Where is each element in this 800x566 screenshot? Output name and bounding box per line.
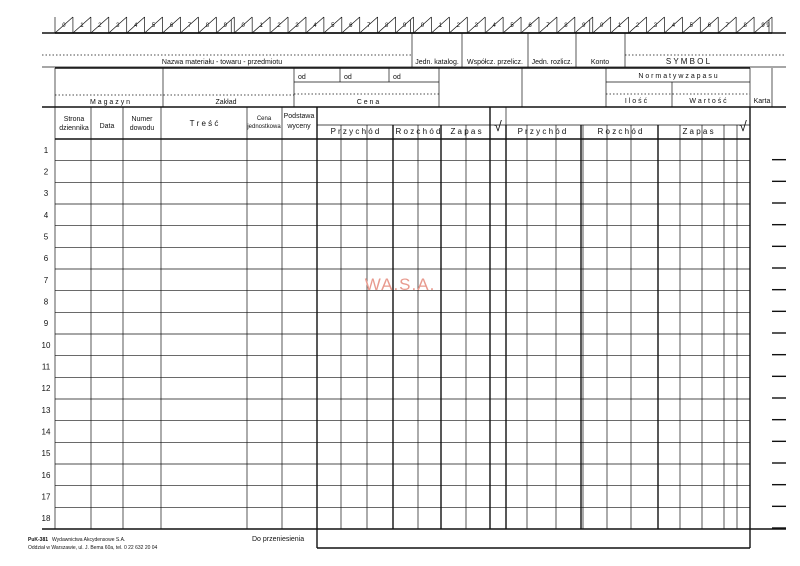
row-number: 4 — [43, 210, 49, 220]
ruler-digit: 9 — [223, 23, 227, 29]
row-number: 14 — [41, 427, 51, 437]
label-zaklad: Zakład — [215, 99, 237, 106]
label-od-2: od — [344, 74, 352, 81]
ruler-digit: 8 — [743, 23, 747, 29]
label-konto: Konto — [590, 59, 610, 66]
col-data: Data — [99, 123, 115, 130]
row-number: 9 — [43, 319, 49, 329]
row-number: 13 — [41, 405, 51, 415]
ruler-digit: 9 — [582, 23, 586, 29]
footer-code: PuK-381 — [28, 537, 49, 543]
ruler-digit: 4 — [492, 23, 496, 29]
row-numbers — [42, 146, 51, 523]
ruler-digit: 1 — [617, 23, 622, 29]
ruler-digit: 2 — [456, 23, 460, 29]
col-check-2: √ — [739, 118, 747, 134]
col-zapas-1: Z a p a s — [450, 127, 482, 136]
label-symbol: S Y M B O L — [665, 57, 711, 66]
ruler-digit: 1 — [80, 23, 84, 29]
watermark: WA.S.A. — [364, 275, 436, 294]
col-przychod-2: P r z y c h ó d — [517, 127, 567, 136]
ruler-digit: 5 — [331, 23, 335, 29]
row-number: 10 — [41, 340, 51, 350]
label-wartosc: W a r t o ś ć — [689, 98, 727, 105]
ruler-digit: 5 — [689, 23, 694, 29]
ruler-digit: 9 — [766, 23, 770, 29]
label-cena: C e n a — [356, 99, 380, 106]
ruler-digit: 3 — [474, 23, 478, 29]
ruler-digit: 2 — [635, 23, 640, 29]
ruler-digit: 8 — [384, 23, 389, 29]
row-number: 1 — [43, 145, 49, 155]
label-wspolcz: Współcz. przelicz. — [466, 59, 524, 66]
ruler-digit: 4 — [313, 23, 317, 29]
ruler-digit: 0 — [600, 23, 604, 29]
ruler-digit: 0 — [241, 23, 245, 29]
ruler-digit: 5 — [510, 23, 514, 29]
label-jedn-katalog: Jedn. katalog. — [415, 59, 459, 66]
ruler-digit: 6 — [349, 23, 353, 29]
ruler-digit: 0 — [62, 23, 66, 29]
row-number: 16 — [41, 470, 51, 480]
ruler-digit: 6 — [169, 23, 174, 29]
footer-address: Oddział w Warszawie, ul. J. Bema 60a, tel. 0 22 632 20 04 — [28, 545, 158, 551]
col-przychod-1: P r z y c h ó d — [330, 127, 380, 136]
ruler-digit: 4 — [133, 23, 138, 29]
label-normatyw: N o r m a t y w z a p a s u — [638, 73, 718, 80]
ruler-digit: 6 — [707, 23, 711, 29]
label-ilosc: I l o ś ć — [624, 98, 648, 105]
col-check-1: √ — [494, 118, 502, 134]
ruler-digit: 4 — [671, 23, 676, 29]
col-zapas-2: Z a p a s — [682, 127, 714, 136]
row-number: 11 — [41, 362, 51, 372]
label-magazyn: M a g a z y n — [89, 99, 131, 106]
col-rozchod-1: R o z c h ó d — [395, 127, 441, 136]
row-number: 2 — [43, 167, 49, 177]
ruler-digit: 7 — [725, 23, 729, 29]
ruler-digit: 9 — [402, 23, 407, 29]
row-number: 6 — [43, 254, 49, 264]
row-number: 18 — [41, 514, 51, 524]
label-jedn-rozlicz: Jedn. rozlicz. — [531, 59, 573, 66]
ruler-digit: 7 — [187, 23, 192, 29]
ruler-digit: 3 — [653, 23, 658, 29]
col-cena-1: Cena — [256, 116, 272, 122]
ruler-digit: 3 — [116, 23, 120, 29]
row-number: 8 — [43, 297, 49, 307]
col-rozchod-2: R o z c h ó d — [597, 127, 643, 136]
row-number: 3 — [43, 189, 49, 199]
ruler-digit: 7 — [546, 23, 550, 29]
ruler-digit: 2 — [98, 23, 102, 29]
row-number: 17 — [41, 492, 51, 502]
col-strona-2: dziennika — [59, 125, 89, 132]
label-nazwa: Nazwa materiału - towaru - przedmiotu — [161, 59, 283, 66]
col-numer-1: Numer — [131, 116, 153, 123]
ruler-digit: 3 — [295, 23, 299, 29]
footer-publisher: Wydawnictwa Akcydensowe S.A. — [52, 537, 126, 543]
row-number: 12 — [41, 384, 51, 394]
ruler-digit: 5 — [151, 23, 156, 29]
ruler-digit: 1 — [259, 23, 263, 29]
col-podstawa-1: Podstawa — [283, 113, 315, 120]
ruler-digit: 2 — [277, 23, 281, 29]
row-number: 7 — [43, 275, 49, 285]
ruler-digit: 7 — [367, 23, 371, 29]
col-tresc: T r e ś ć — [189, 119, 219, 128]
ruler-digit: 0 — [420, 23, 425, 29]
ruler-digit: 1 — [438, 23, 443, 29]
ruler-digit: 6 — [528, 23, 532, 29]
ruler-digit: 9 — [761, 23, 765, 29]
row-number: 5 — [43, 232, 49, 242]
row-number: 15 — [41, 449, 51, 459]
col-numer-2: dowodu — [129, 125, 155, 132]
ruler-digit: 8 — [205, 23, 210, 29]
col-strona-1: Strona — [63, 116, 85, 123]
ruler-digit: 8 — [564, 23, 568, 29]
label-karta: Karta — [753, 98, 771, 105]
label-od-3: od — [393, 74, 401, 81]
col-podstawa-2: wyceny — [287, 123, 311, 130]
footer-do-przeniesienia: Do przeniesienia — [252, 536, 305, 543]
col-cena-2: jednostkowa — [247, 124, 281, 130]
label-od-1: od — [298, 74, 306, 81]
